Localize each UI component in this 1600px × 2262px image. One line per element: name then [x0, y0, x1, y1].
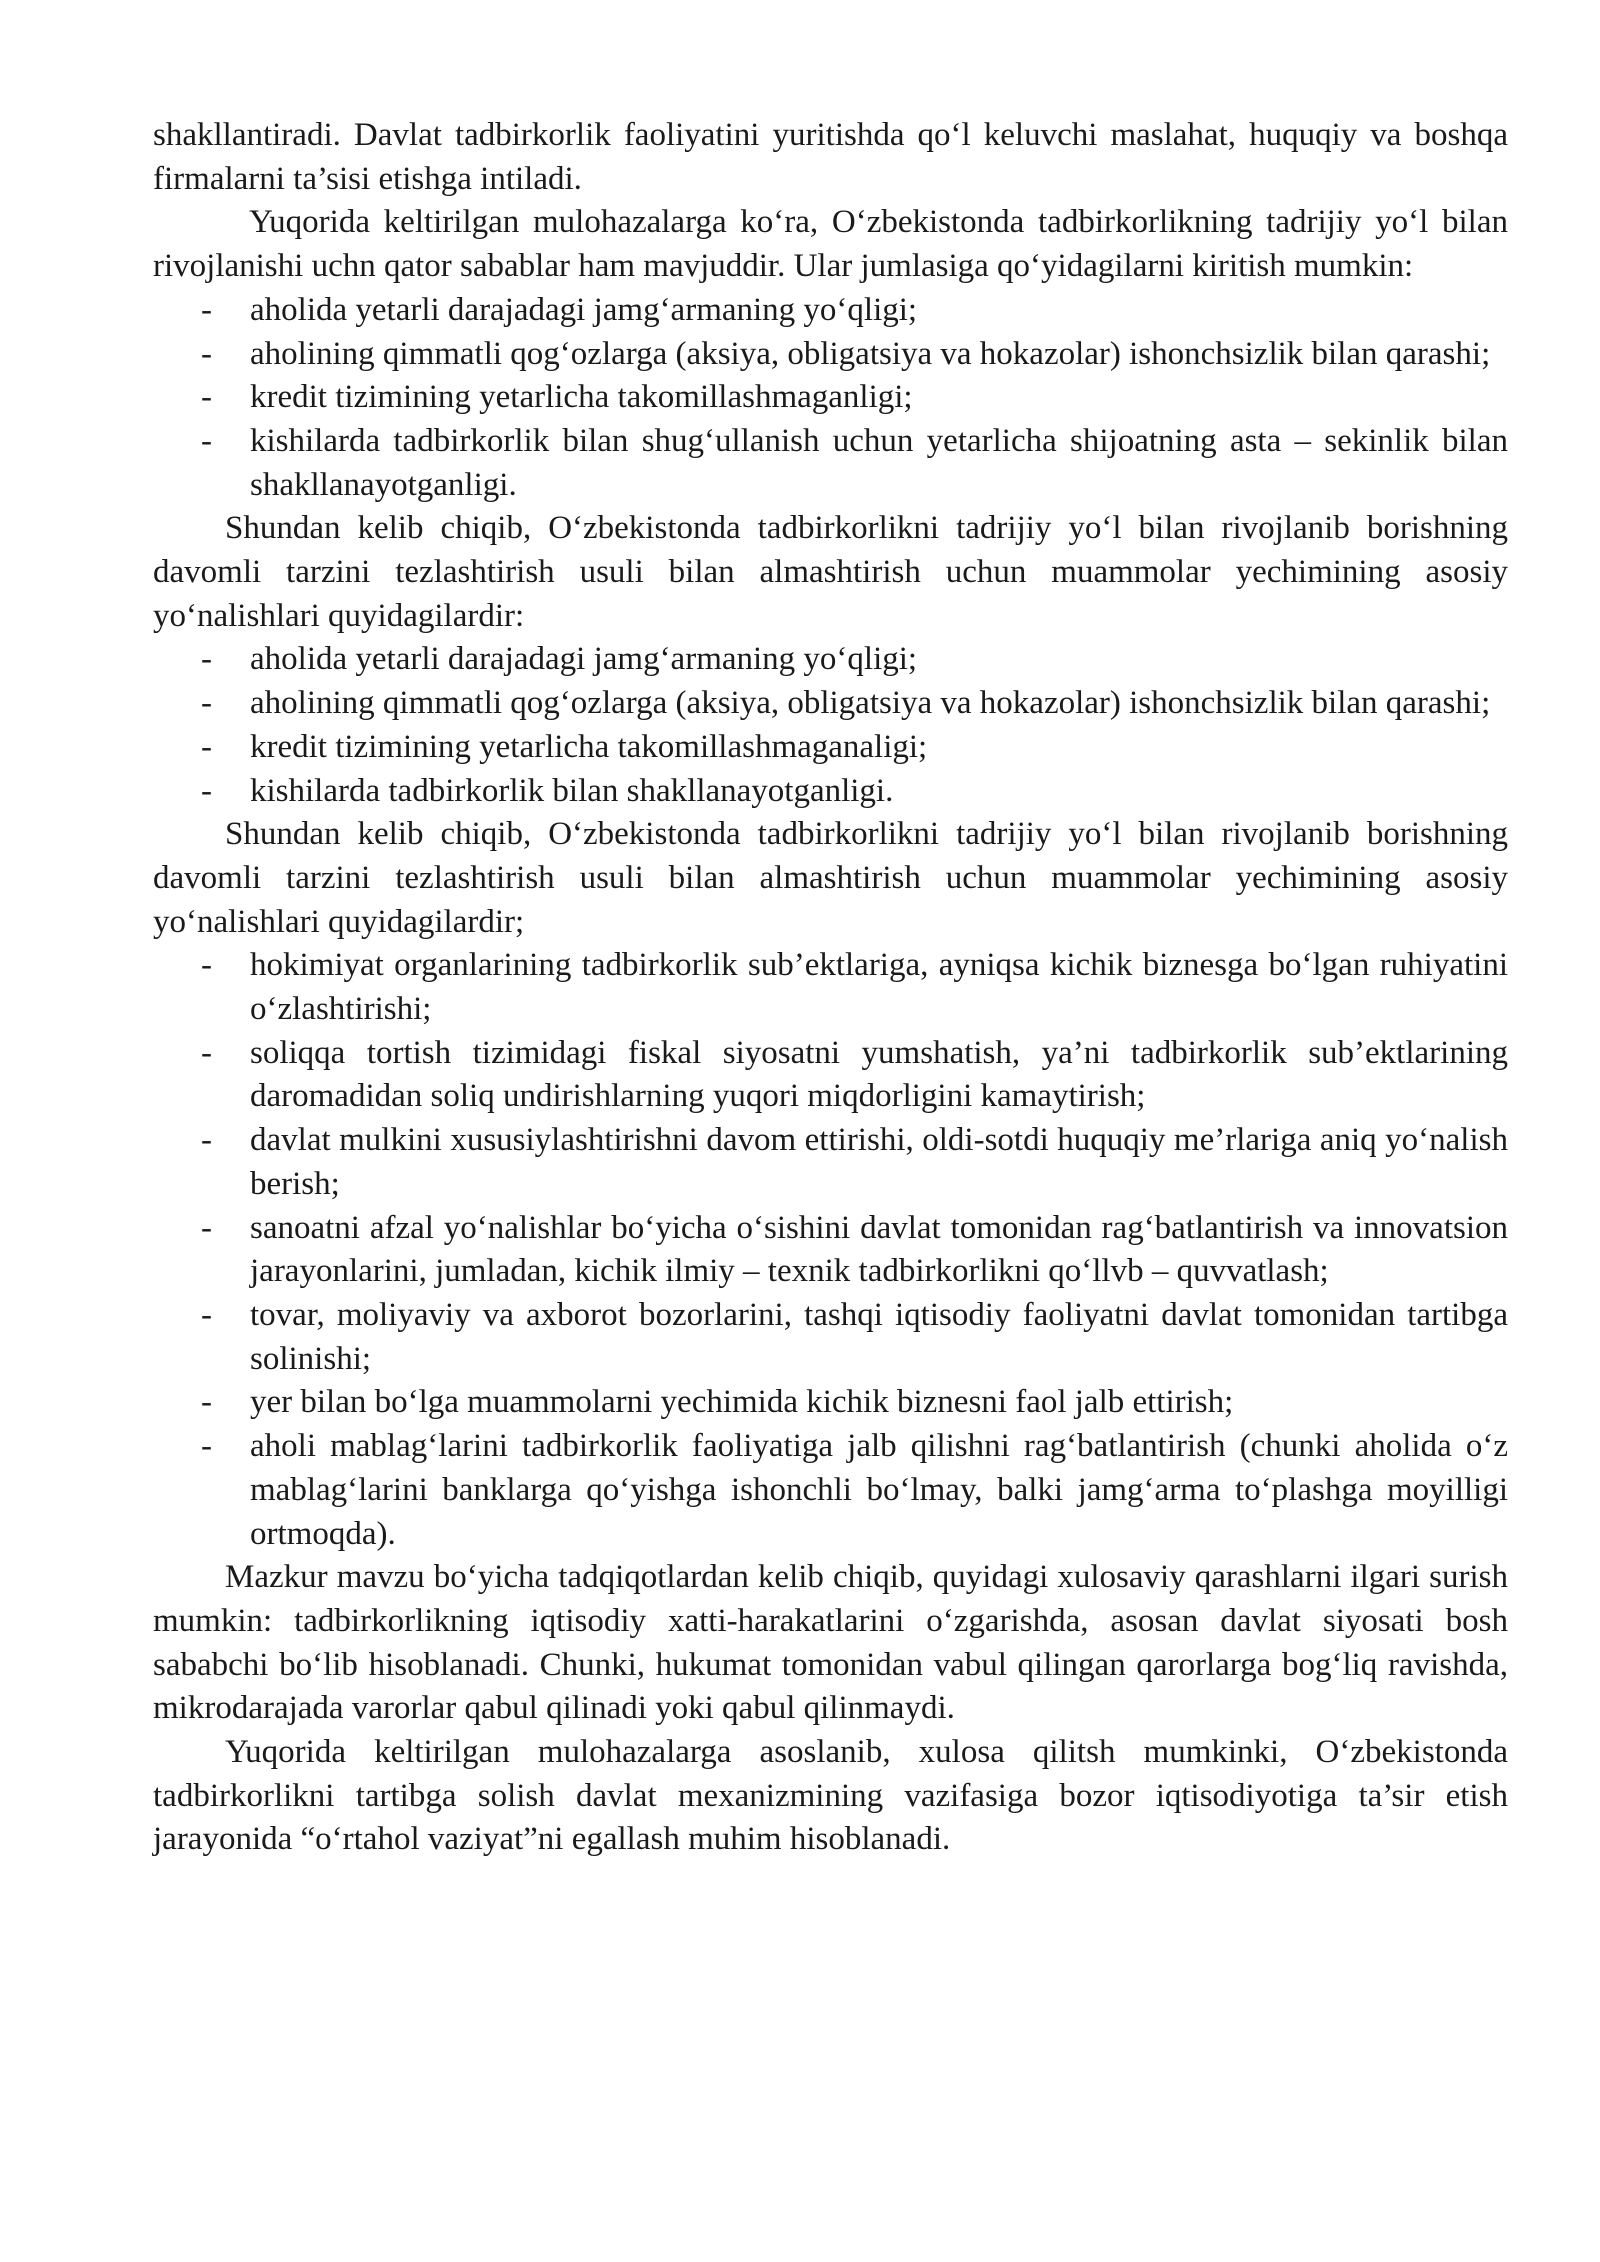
list-item [153, 376, 1508, 420]
list-item [153, 1207, 1508, 1294]
list-item-text: yer bilan bo‘lga muammolarni yechimida kichik biznesni faol jalb ettirish; [250, 1384, 1234, 1421]
list-item-text: kishilarda tadbirkorlik bilan shakllanayotganligi. [250, 772, 894, 809]
paragraph-directions-intro-repeat: Shundan kelib chiqib, O‘zbekistonda tadbirkorlikni tadrijiy yo‘l bilan rivojlanib borishning davomli tarzini tezlashtirish usuli bilan almashtirish uchun muammolar yechimining asosiy yo‘nalishlari quyidagilardir; [153, 816, 1508, 940]
list-item-text: aholining qimmatli qog‘ozlarga (aksiya, obligatsiya va hokazolar) ishonchsizlik bilan qarashi; [250, 335, 1491, 372]
list-item [153, 1425, 1508, 1556]
document-page [153, 114, 1508, 1862]
list-item [153, 944, 1508, 1031]
dash-bullet: - [201, 1428, 212, 1465]
paragraph-conclusion-final: Yuqorida keltirilgan mulohazalarga asoslanib, xulosa qilitsh mumkinki, O‘zbekistonda tadbirkorlikni tartibga solish davlat mexanizmining vazifasiga bozor iqtisodiyotiga ta’sir etish jarayonida “o‘rtahol vaziyat”ni egallash muhim hisoblanadi. [153, 1734, 1508, 1858]
list-item [153, 770, 1508, 814]
list-item-text: tovar, moliyaviy va axborot bozorlarini, tashqi iqtisodiy faoliyatni davlat tomonidan tartibga solinishi; [250, 1296, 1508, 1377]
list-item [153, 1381, 1508, 1425]
dash-bullet: - [201, 1384, 212, 1421]
dash-bullet: - [201, 641, 212, 678]
list-item-text: aholining qimmatli qog‘ozlarga (aksiya, obligatsiya va hokazolar) ishonchsizlik bilan qarashi; [250, 685, 1491, 722]
paragraph-conclusion-research: Mazkur mavzu bo‘yicha tadqiqotlardan kelib chiqib, quyidagi xulosaviy qarashlarni ilgari surish mumkin: tadbirkorlikning iqtisodiy xatti-harakatlarini o‘zgarishda, asosan davlat siyosati bosh sababchi bo‘lib hisoblanadi. Chunki, hukumat tomonidan vabul qilingan qarorlarga bog‘liq ravishda, mikrodarajada varorlar qabul qilinadi yoki qabul qilinmaydi. [153, 1559, 1508, 1727]
dash-bullet: - [201, 1209, 212, 1246]
list-item-text: hokimiyat organlarining tadbirkorlik sub’ektlariga, ayniqsa kichik biznesga bo‘lgan ruhiyatini o‘zlashtirishi; [250, 947, 1508, 1028]
list-item [153, 420, 1508, 507]
dash-bullet: - [201, 947, 212, 984]
list-item [153, 726, 1508, 770]
dash-bullet: - [201, 685, 212, 722]
list-item [153, 1119, 1508, 1206]
paragraph-intro-continuation: shakllantiradi. Davlat tadbirkorlik faoliyatini yuritishda qo‘l keluvchi maslahat, huquqiy va boshqa firmalarni ta’sisi etishga intiladi. [153, 117, 1508, 197]
list-item-text: aholida yetarli darajadagi jamg‘armaning yo‘qligi; [250, 291, 918, 328]
list-item-text: soliqqa tortish tizimidagi fiskal siyosatni yumshatish, ya’ni tadbirkorlik sub’ektlarining daromadidan soliq undirishlarning yuqori miqdorligini kamaytirish; [250, 1034, 1508, 1115]
dash-bullet: - [201, 379, 212, 416]
measures-list [153, 944, 1508, 1556]
list-item [153, 1032, 1508, 1119]
reasons-list [153, 289, 1508, 508]
dash-bullet: - [201, 1034, 212, 1071]
list-item-text: aholi mablag‘larini tadbirkorlik faoliyatiga jalb qilishni rag‘batlantirish (chunki aholida o‘z mablag‘larini banklarga qo‘yishga ishonchli bo‘lmay, balki jamg‘arma to‘plashga moyilligi ortmoqda). [250, 1428, 1508, 1552]
paragraph-directions-intro: Shundan kelib chiqib, O‘zbekistonda tadbirkorlikni tadrijiy yo‘l bilan rivojlanib borishning davomli tarzini tezlashtirish usuli bilan almashtirish uchun muammolar yechimining asosiy yo‘nalishlari quyidagilardir: [153, 510, 1508, 634]
list-item [153, 333, 1508, 377]
paragraph-reasons-intro: Yuqorida keltirilgan mulohazalarga ko‘ra, O‘zbekistonda tadbirkorlikning tadrijiy yo‘l bilan rivojlanishi uchn qator sabablar ham mavjuddir. Ular jumlasiga qo‘yidagilarni kiritish mumkin: [153, 204, 1508, 285]
list-item-text: sanoatni afzal yo‘nalishlar bo‘yicha o‘sishini davlat tomonidan rag‘batlantirish va innovatsion jarayonlarini, jumladan, kichik ilmiy – texnik tadbirkorlikni qo‘llvb – quvvatlash; [250, 1209, 1508, 1290]
list-item-text: kredit tizimining yetarlicha takomillashmaganaligi; [250, 728, 928, 765]
dash-bullet: - [201, 1122, 212, 1159]
list-item [153, 682, 1508, 726]
list-item-text: kishilarda tadbirkorlik bilan shug‘ullanish uchun yetarlicha shijoatning asta – sekinlik bilan shakllanayotganligi. [250, 422, 1508, 503]
list-item-text: aholida yetarli darajadagi jamg‘armaning yo‘qligi; [250, 641, 918, 678]
dash-bullet: - [201, 772, 212, 809]
list-item-text: davlat mulkini xususiylashtirishni davom ettirishi, oldi-sotdi huquqiy me’rlariga aniq yo‘nalish berish; [250, 1122, 1508, 1202]
list-item-text: kredit tizimining yetarlicha takomillashmaganligi; [250, 379, 913, 416]
list-item [153, 289, 1508, 333]
dash-bullet: - [201, 728, 212, 765]
dash-bullet: - [201, 335, 212, 372]
dash-bullet: - [201, 1296, 212, 1333]
list-item [153, 1294, 1508, 1381]
dash-bullet: - [201, 291, 212, 328]
list-item [153, 638, 1508, 682]
directions-list [153, 638, 1508, 813]
dash-bullet: - [201, 422, 212, 459]
